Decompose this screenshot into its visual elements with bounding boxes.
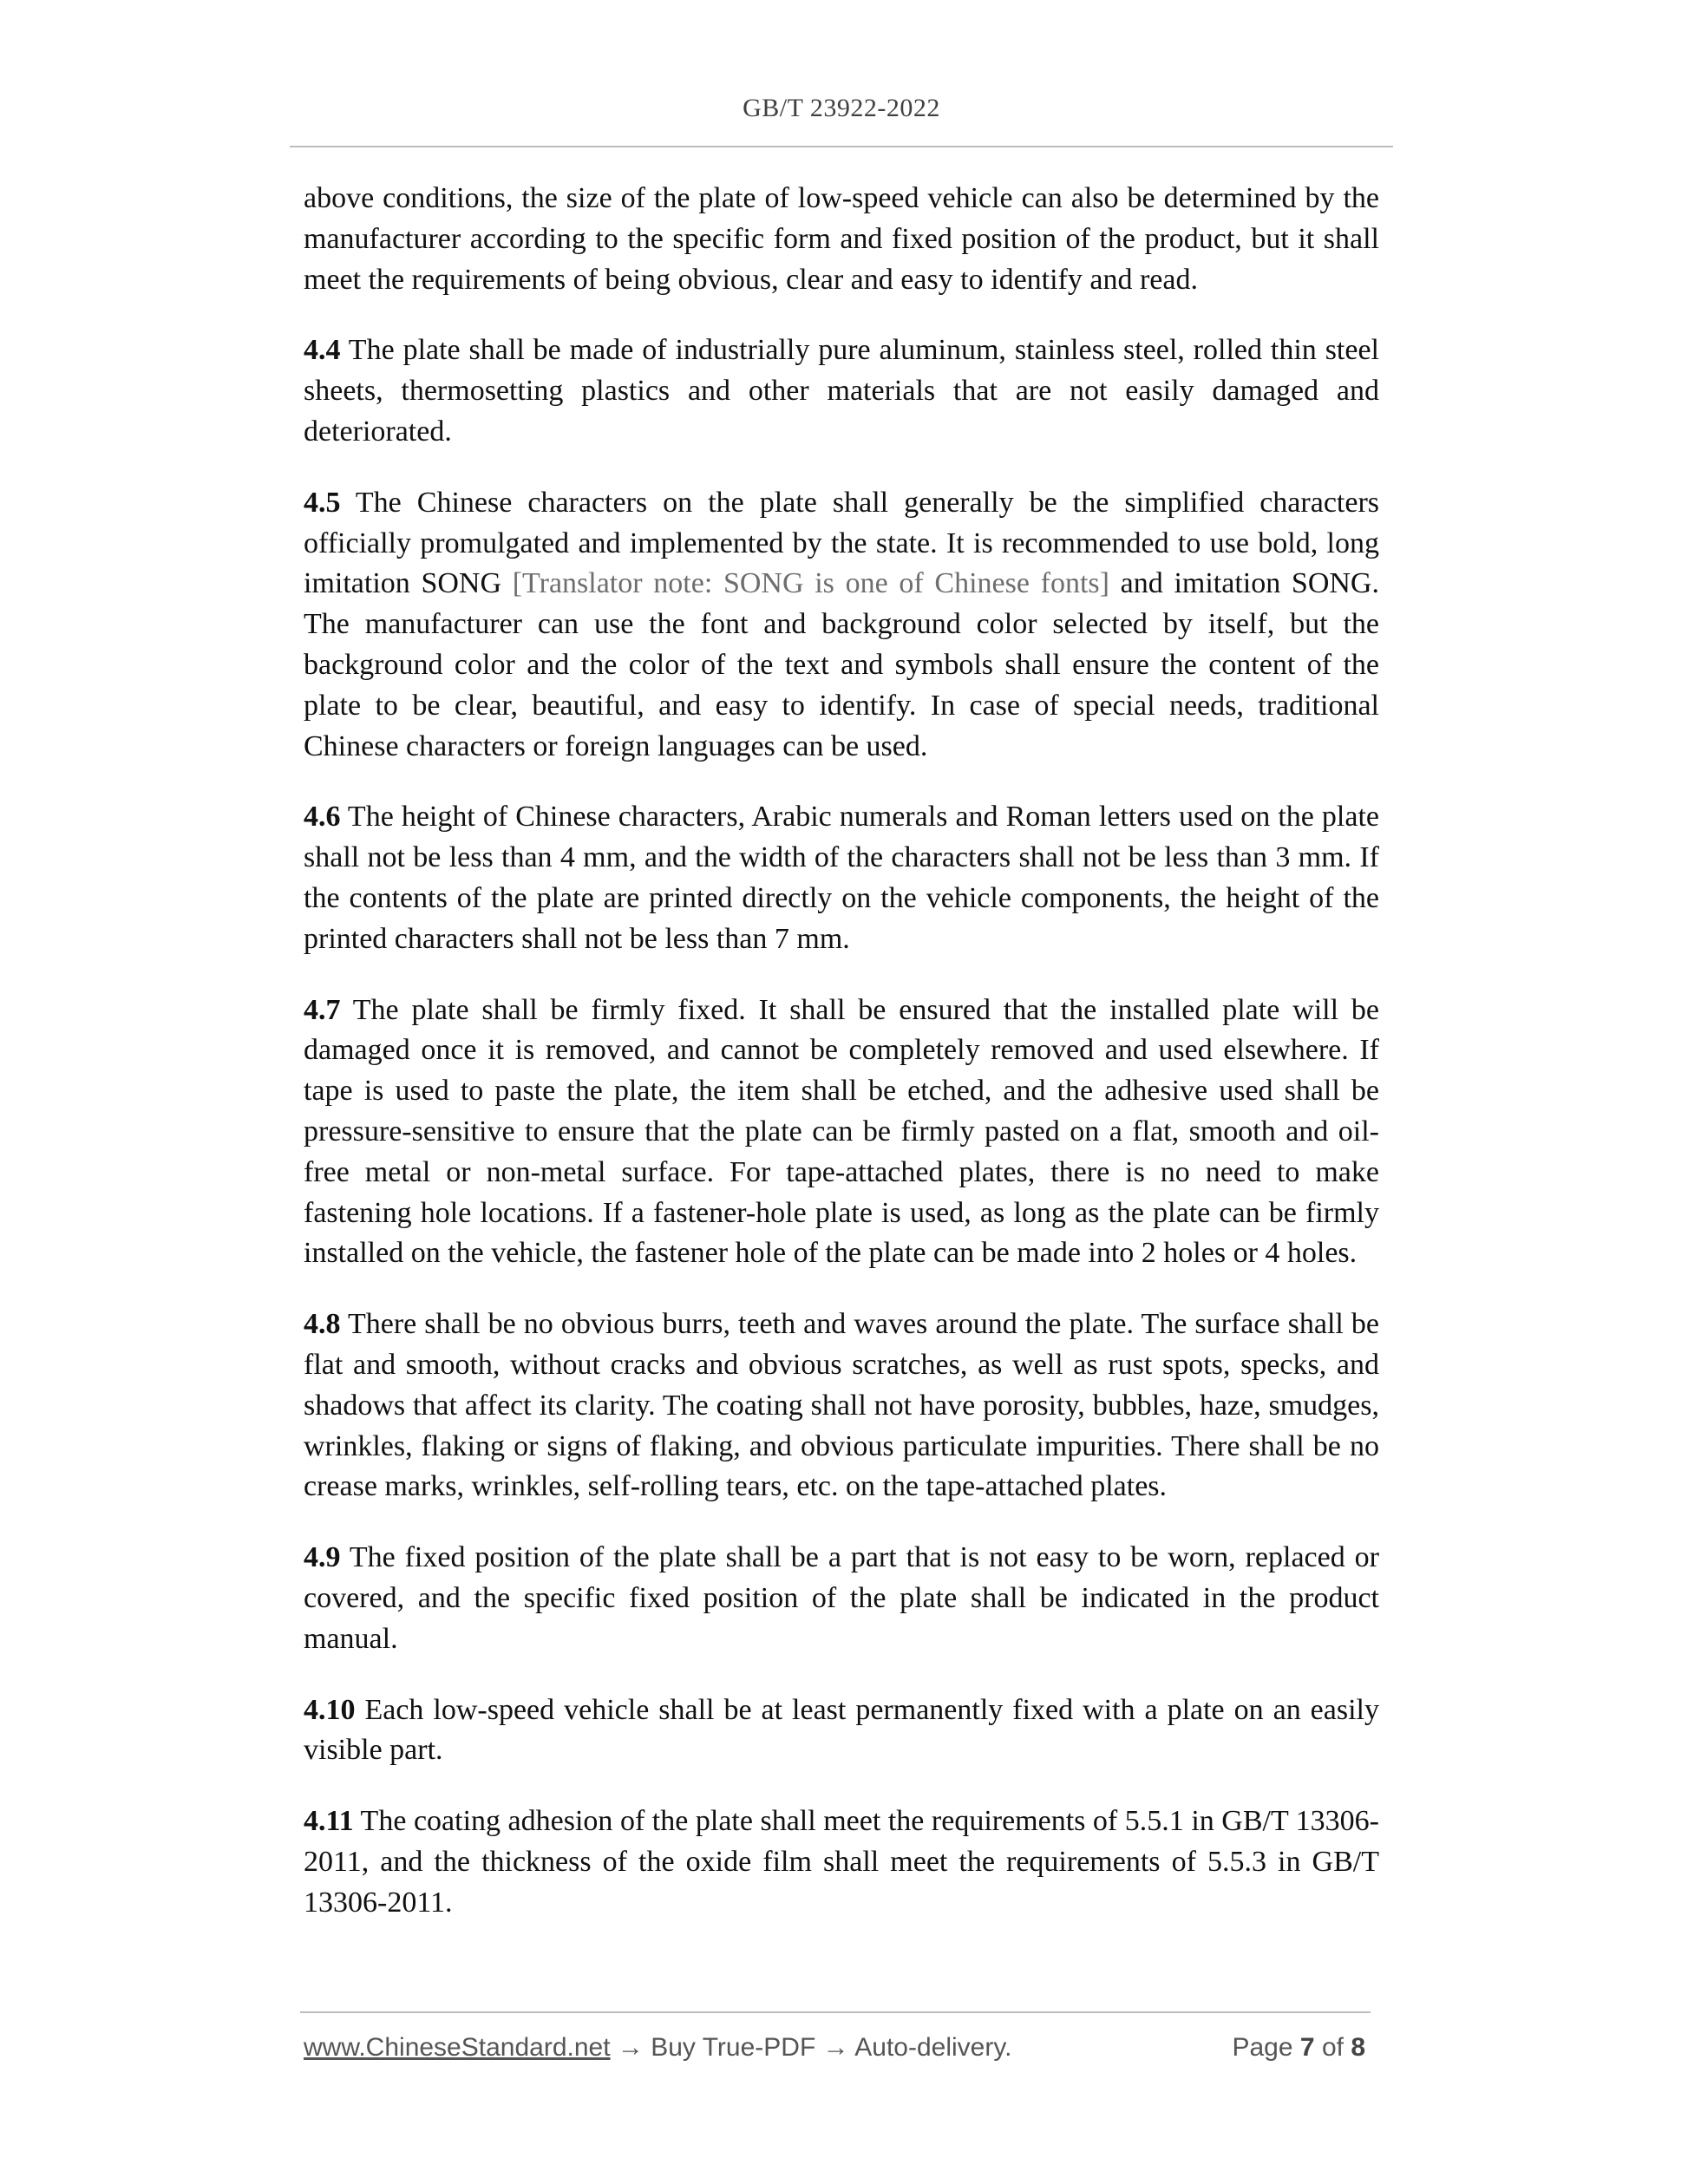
clause-number: 4.7 (304, 993, 341, 1026)
paragraph-text: and imitation SONG. The manufacturer can use the font and background color selected by itself, but the background color and the color of the text and symbols shall ensure the content of the plate to be clear, beautiful, and easy to identify. In case of special needs, traditional Chinese characters or foreign languages can be used. (304, 567, 1379, 762)
paragraph-text: The plate shall be made of industrially pure aluminum, stainless steel, rolled thin steel sheets, thermosetting plastics and other materials that are not easily damaged and deteriorated. (304, 334, 1379, 448)
clause-number: 4.6 (304, 801, 341, 834)
paragraph-text: Each low-speed vehicle shall be at least permanently fixed with a plate on an easily visible part. (304, 1693, 1379, 1767)
paragraph-text: The Chinese characters on the plate shall generally be the simplified characters officially promulgated and implemented by the state. It is recommended to use bold, long imitation SONG (304, 486, 1379, 600)
footer-divider (300, 2011, 1371, 2013)
page-header-title: GB/T 23922-2022 (743, 94, 940, 122)
page-number (1232, 2033, 1365, 2063)
paragraph-continuation (304, 179, 1379, 300)
document-body (304, 179, 1379, 1953)
header-divider (290, 146, 1393, 147)
clause-4-9 (304, 1538, 1379, 1659)
clause-4-10 (304, 1690, 1379, 1772)
page-label: Page (1232, 2033, 1293, 2062)
footer-promo-text: → Buy True-PDF → Auto-delivery. (610, 2033, 1012, 2062)
page-total: 8 (1351, 2033, 1365, 2062)
clause-number: 4.4 (304, 334, 341, 367)
paragraph-text: The fixed position of the plate shall be a part that is not easy to be worn, replaced or covered, and the specific fixed position of the plate shall be indicated in the product manual. (304, 1541, 1379, 1655)
clause-number: 4.10 (304, 1693, 356, 1726)
translator-note: [Translator note: SONG is one of Chinese fonts] (512, 567, 1109, 600)
clause-number: 4.8 (304, 1308, 341, 1341)
clause-4-6 (304, 797, 1379, 959)
paragraph-text: There shall be no obvious burrs, teeth and waves around the plate. The surface shall be flat and smooth, without cracks and obvious scratches, as well as rust spots, specks, and shadows that affect its clarity. The coating shall not have porosity, bubbles, haze, smudges, wrinkles, flaking or signs of flaking, and obvious particulate impurities. There shall be no crease marks, wrinkles, self-rolling tears, etc. on the tape-attached plates. (304, 1308, 1379, 1503)
paragraph-text: The coating adhesion of the plate shall meet the requirements of 5.5.1 in GB/T 13306-2011, and the thickness of the oxide film shall meet the requirements of 5.5.3 in GB/T 13306-2011. (304, 1805, 1379, 1919)
paragraph-text: The plate shall be firmly fixed. It shall be ensured that the installed plate will be damaged once it is removed, and cannot be completely removed and used elsewhere. If tape is used to paste the plate, the item shall be etched, and the adhesive used shall be pressure-sensitive to ensure that the plate can be firmly pasted on a flat, smooth and oil-free metal or non-metal surface. For tape-attached plates, there is no need to make fastening hole locations. If a fastener-hole plate is used, as long as the plate can be firmly installed on the vehicle, the fastener hole of the plate can be made into 2 holes or 4 holes. (304, 993, 1379, 1270)
clause-4-8 (304, 1305, 1379, 1507)
clause-number: 4.9 (304, 1541, 341, 1574)
website-link[interactable]: www.ChineseStandard.net (304, 2033, 611, 2062)
page-of-label: of (1321, 2033, 1344, 2062)
paragraph-text: The height of Chinese characters, Arabic numerals and Roman letters used on the plate shall not be less than 4 mm, and the width of the characters shall not be less than 3 mm. If the contents of the plate are printed directly on the vehicle components, the height of the printed characters shall not be less than 7 mm. (304, 801, 1379, 955)
clause-4-4 (304, 330, 1379, 452)
clause-4-7 (304, 991, 1379, 1275)
page-current: 7 (1299, 2033, 1315, 2062)
footer-promo (304, 2033, 1011, 2063)
paragraph-text: above conditions, the size of the plate of low-speed vehicle can also be determined by the manufacturer according to the specific form and fixed position of the product, but it shall meet the requirements of being obvious, clear and easy to identify and read. (304, 182, 1379, 296)
clause-4-11 (304, 1801, 1379, 1923)
clause-4-5 (304, 483, 1379, 768)
clause-number: 4.5 (304, 486, 341, 519)
clause-number: 4.11 (304, 1805, 354, 1838)
page-footer (304, 2033, 1371, 2071)
